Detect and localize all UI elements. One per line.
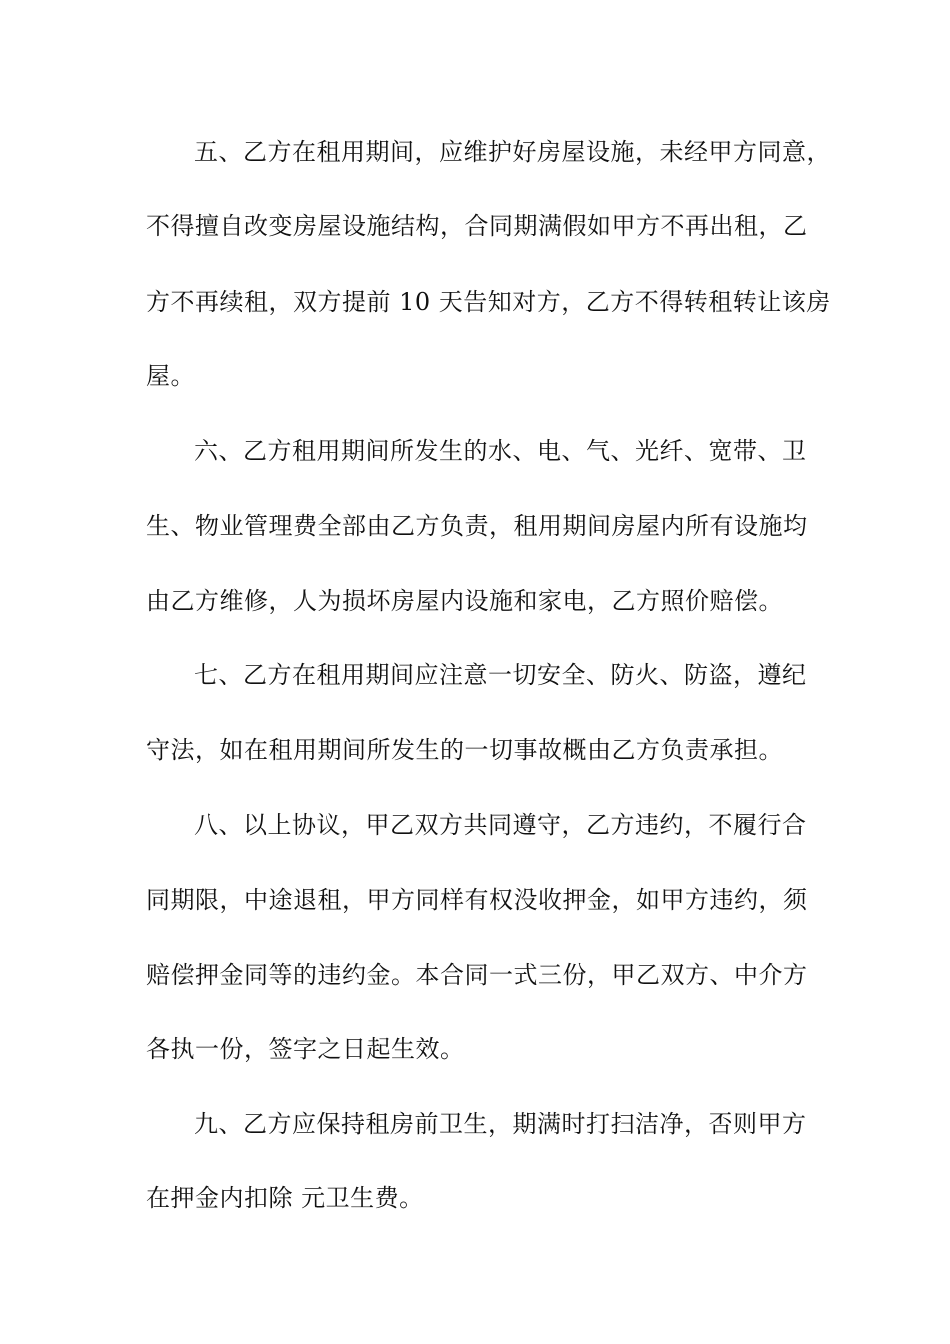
clause-7-line-1: 七、乙方在租用期间应注意一切安全、防火、防盗，遵纪 (194, 661, 807, 689)
clause-5-line-1: 五、乙方在租用期间，应维护好房屋设施，未经甲方同意， (194, 138, 831, 166)
clause-6-line-3: 由乙方维修，人为损坏房屋内设施和家电，乙方照价赔偿。 (146, 587, 783, 615)
clause-8-line-4: 各执一份，签字之日起生效。 (146, 1035, 465, 1063)
clause-6-line-2: 生、物业管理费全部由乙方负责，租用期间房屋内所有设施均 (146, 512, 808, 540)
clause-9-line-2: 在押金内扣除 元卫生费。 (146, 1184, 424, 1212)
clause-5-line-3: 方不再续租，双方提前 10 天告知对方，乙方不得转租转让该房 (146, 288, 831, 316)
clause-7-line-2: 守法，如在租用期间所发生的一切事故概由乙方负责承担。 (146, 736, 783, 764)
clause-9-line-1: 九、乙方应保持租房前卫生，期满时打扫洁净，否则甲方 (194, 1110, 807, 1138)
clause-5-line-4: 屋。 (146, 362, 195, 390)
clause-6-line-1: 六、乙方租用期间所发生的水、电、气、光纤、宽带、卫 (194, 437, 807, 465)
clause-8-line-2: 同期限，中途退租，甲方同样有权没收押金，如甲方违约，须 (146, 886, 808, 914)
clause-8-line-3: 赔偿押金同等的违约金。本合同一式三份，甲乙双方、中介方 (146, 961, 808, 989)
clause-8-line-1: 八、以上协议，甲乙双方共同遵守，乙方违约，不履行合 (194, 811, 807, 839)
clause-5-line-2: 不得擅自改变房屋设施结构，合同期满假如甲方不再出租，乙 (146, 212, 808, 240)
